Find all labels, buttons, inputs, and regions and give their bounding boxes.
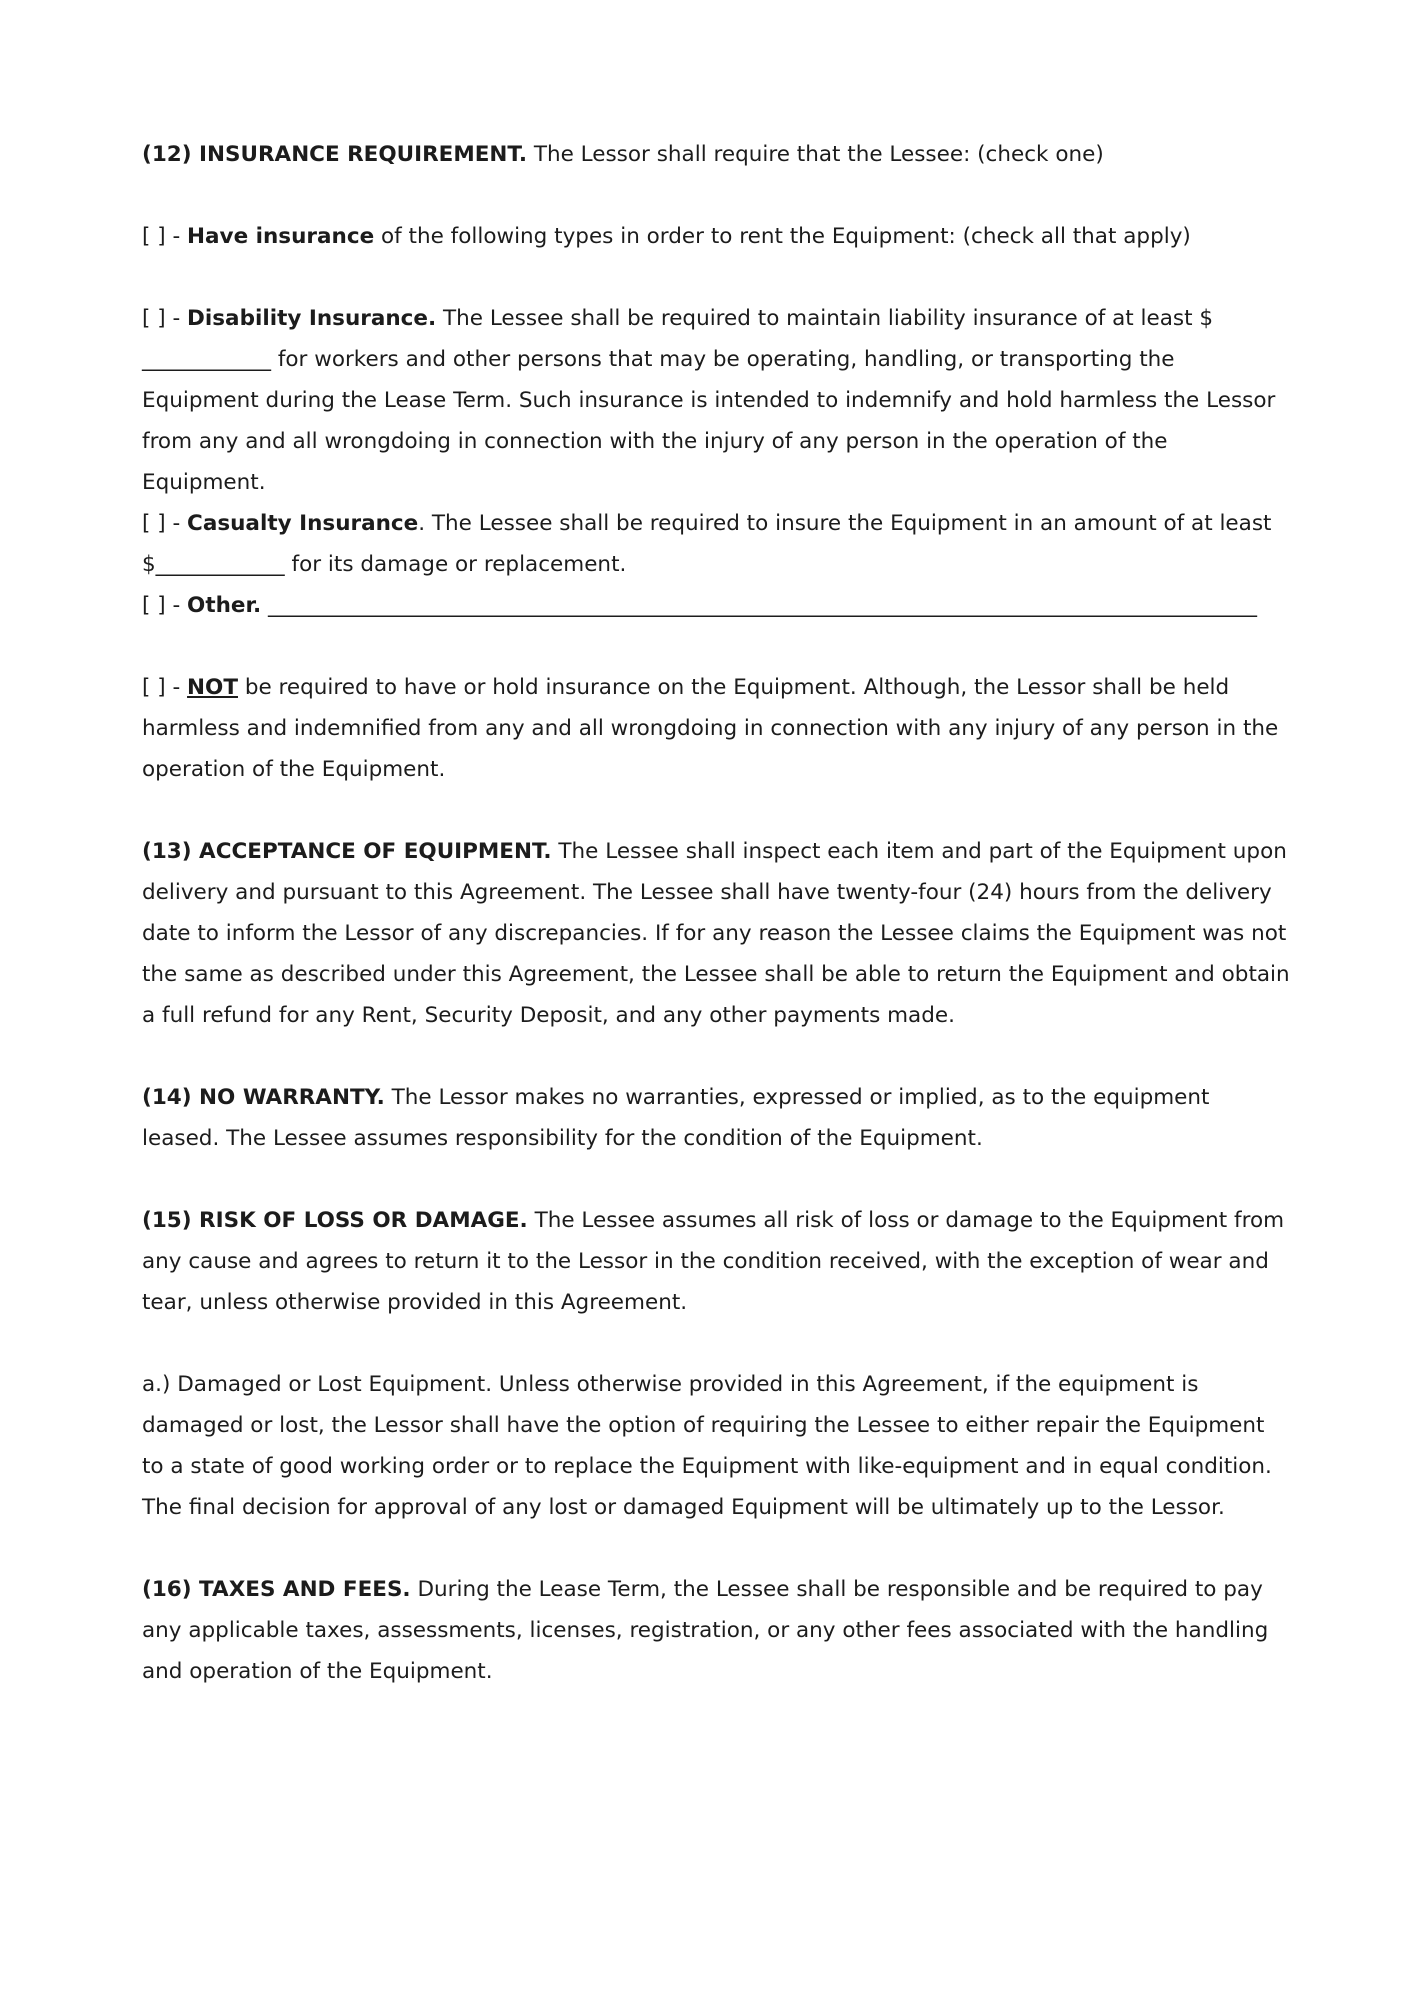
no-insurance-option [142,667,1292,790]
have-insurance-checkbox[interactable]: [ ] - [142,224,188,249]
disability-insurance-text: The Lessee shall be required to maintain liability insurance of at least $ ____________ for workers and other persons that may be operating, handling, or transporting the Equipment during the Lease Term. Such insurance is intended to indemnify and hold harmless the Lessor from any and all wrongdoing in connection with the injury of any person in the operation of the Equipment. [142,306,1276,495]
disability-insurance-checkbox[interactable]: [ ] - [142,306,188,331]
clause-16-paragraph [142,1569,1292,1692]
clause-14-paragraph [142,1077,1292,1159]
casualty-insurance-label: Casualty Insurance [187,511,419,536]
document-body [142,134,1292,1692]
have-insurance-option [142,216,1292,257]
clause-12-paragraph [142,134,1292,175]
disability-insurance-option [142,298,1292,503]
clause-15a-paragraph: a.) Damaged or Lost Equipment. Unless otherwise provided in this Agreement, if the equipment is damaged or lost, the Lessor shall have the option of requiring the Lessee to either repair the Equipment to a state of good working order or to replace the Equipment with like-equipment and in equal condition. The final decision for approval of any lost or damaged Equipment will be ultimately up to the Lessor. [142,1372,1272,1520]
other-insurance-blank: ____________________________________________________________________________________________ [261,593,1258,618]
disability-insurance-label: Disability Insurance. [187,306,437,331]
have-insurance-text: of the following types in order to rent the Equipment: (check all that apply) [374,224,1191,249]
clause-14-text: The Lessor makes no warranties, expressed or implied, as to the equipment leased. The Lessee assumes responsibility for the condition of the Equipment. [142,1085,1210,1151]
clause-15-paragraph [142,1200,1292,1323]
clause-16-text: During the Lease Term, the Lessee shall be responsible and be required to pay any applicable taxes, assessments, licenses, registration, or any other fees associated with the handling and operation of the Equipment. [142,1577,1269,1684]
have-insurance-label: Have insurance [187,224,375,249]
no-insurance-text: be required to have or hold insurance on the Equipment. Although, the Lessor shall be held harmless and indemnified from any and all wrongdoing in connection with any injury of any person in the operation of the Equipment. [142,675,1279,782]
casualty-insurance-checkbox[interactable]: [ ] - [142,511,188,536]
casualty-insurance-text: . The Lessee shall be required to insure the Equipment in an amount of at least $____________ for its damage or replacement. [142,511,1272,577]
clause-13-heading: (13) ACCEPTANCE OF EQUIPMENT. [142,839,552,864]
clause-13-paragraph [142,831,1292,1036]
no-insurance-checkbox[interactable]: [ ] - [142,675,188,700]
other-insurance-option [142,585,1292,626]
other-insurance-label: Other. [187,593,262,618]
clause-12-intro: The Lessor shall require that the Lessee: (check one) [527,142,1104,167]
other-insurance-checkbox[interactable]: [ ] - [142,593,188,618]
casualty-insurance-option [142,503,1292,585]
no-insurance-label: NOT [187,675,238,700]
clause-15-heading: (15) RISK OF LOSS OR DAMAGE. [142,1208,528,1233]
clause-14-heading: (14) NO WARRANTY. [142,1085,385,1110]
clause-15-text: The Lessee assumes all risk of loss or damage to the Equipment from any cause and agrees to return it to the Lessor in the condition received, with the exception of wear and tear, unless otherwise provided in this Agreement. [142,1208,1285,1315]
clause-16-heading: (16) TAXES AND FEES. [142,1577,411,1602]
clause-13-text: The Lessee shall inspect each item and part of the Equipment upon delivery and pursuant to this Agreement. The Lessee shall have twenty-four (24) hours from the delivery date to inform the Lessor of any discrepancies. If for any reason the Lessee claims the Equipment was not the same as described under this Agreement, the Lessee shall be able to return the Equipment and obtain a full refund for any Rent, Security Deposit, and any other payments made. [142,839,1290,1028]
clause-12-heading: (12) INSURANCE REQUIREMENT. [142,142,527,167]
